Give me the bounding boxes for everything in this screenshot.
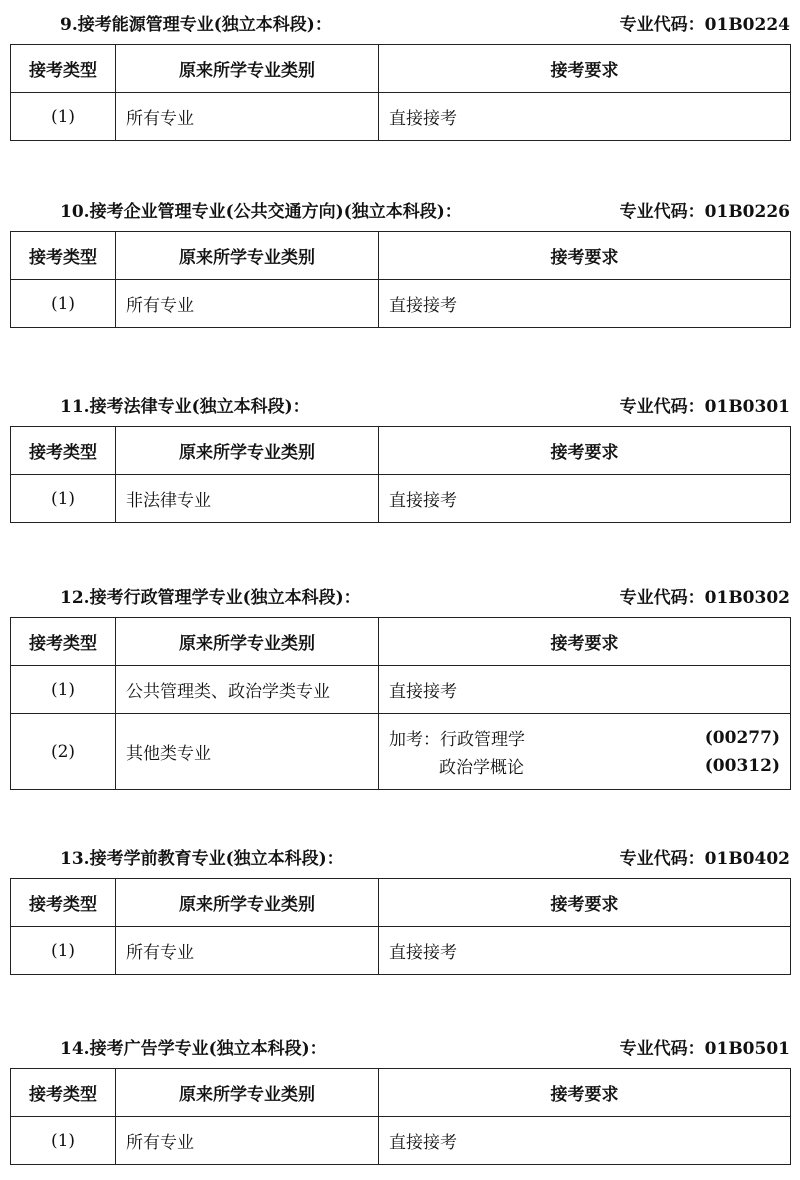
row-type: (1) <box>11 280 116 328</box>
header-type: 接考类型 <box>11 618 116 666</box>
header-type: 接考类型 <box>11 232 116 280</box>
table-header-row <box>11 45 791 93</box>
requirement-prefix: 加考： <box>389 730 440 750</box>
major-code: 专业代码：01B0402 <box>619 849 790 869</box>
table-row <box>11 666 791 714</box>
header-type: 接考类型 <box>11 427 116 475</box>
requirements-table <box>10 231 791 328</box>
row-category: 其他类专业 <box>116 714 379 790</box>
row-category: 公共管理类、政治学类专业 <box>116 666 379 714</box>
section-title: 12.接考行政管理学专业(独立本科段)： <box>60 588 361 608</box>
row-type: (1) <box>11 927 116 975</box>
table-row <box>11 714 791 790</box>
row-requirement <box>379 714 791 790</box>
row-category: 所有专业 <box>116 1117 379 1165</box>
row-requirement: 直接接考 <box>379 927 791 975</box>
course-code: (00312) <box>704 755 780 776</box>
row-requirement: 直接接考 <box>379 93 791 141</box>
extra-course <box>389 725 705 750</box>
major-code: 专业代码：01B0301 <box>619 397 790 417</box>
header-category: 原来所学专业类别 <box>116 232 379 280</box>
section-header <box>10 1024 790 1068</box>
section-enterprise-management <box>10 187 790 328</box>
requirements-table <box>10 617 791 790</box>
row-category: 非法律专业 <box>116 475 379 523</box>
header-requirement: 接考要求 <box>379 1069 791 1117</box>
header-requirement: 接考要求 <box>379 45 791 93</box>
row-type: (1) <box>11 666 116 714</box>
header-category: 原来所学专业类别 <box>116 1069 379 1117</box>
section-title: 9.接考能源管理专业(独立本科段)： <box>60 15 332 35</box>
course-name: 政治学概论 <box>439 758 524 778</box>
header-type: 接考类型 <box>11 45 116 93</box>
row-type: (1) <box>11 475 116 523</box>
row-requirement: 直接接考 <box>379 666 791 714</box>
row-requirement: 直接接考 <box>379 280 791 328</box>
table-header-row <box>11 1069 791 1117</box>
row-category: 所有专业 <box>116 927 379 975</box>
header-category: 原来所学专业类别 <box>116 45 379 93</box>
table-header-row <box>11 618 791 666</box>
table-header-row <box>11 232 791 280</box>
header-category: 原来所学专业类别 <box>116 879 379 927</box>
section-preschool-education <box>10 834 790 975</box>
section-header <box>10 834 790 878</box>
section-public-administration <box>10 573 790 790</box>
section-energy-management <box>10 0 790 141</box>
requirements-table <box>10 1068 791 1165</box>
requirements-table <box>10 878 791 975</box>
major-code: 专业代码：01B0501 <box>619 1039 790 1059</box>
header-requirement: 接考要求 <box>379 232 791 280</box>
header-requirement: 接考要求 <box>379 879 791 927</box>
course-name: 行政管理学 <box>440 730 525 750</box>
section-title: 13.接考学前教育专业(独立本科段)： <box>60 849 344 869</box>
section-title: 10.接考企业管理专业(公共交通方向)(独立本科段)： <box>60 202 462 222</box>
table-row <box>11 280 791 328</box>
row-type: (1) <box>11 1117 116 1165</box>
header-type: 接考类型 <box>11 1069 116 1117</box>
major-code: 专业代码：01B0224 <box>619 15 790 35</box>
header-category: 原来所学专业类别 <box>116 427 379 475</box>
row-requirement: 直接接考 <box>379 1117 791 1165</box>
extra-course-line <box>389 724 780 752</box>
major-code: 专业代码：01B0226 <box>619 202 790 222</box>
row-category: 所有专业 <box>116 280 379 328</box>
table-row <box>11 93 791 141</box>
extra-course-line <box>389 752 780 780</box>
row-requirement: 直接接考 <box>379 475 791 523</box>
requirements-table <box>10 44 791 141</box>
major-code: 专业代码：01B0302 <box>619 588 790 608</box>
row-category: 所有专业 <box>116 93 379 141</box>
row-type: (1) <box>11 93 116 141</box>
requirements-table <box>10 426 791 523</box>
row-type: (2) <box>11 714 116 790</box>
section-header <box>10 187 790 231</box>
section-title: 14.接考广告学专业(独立本科段)： <box>60 1039 327 1059</box>
header-type: 接考类型 <box>11 879 116 927</box>
section-advertising <box>10 1024 790 1165</box>
header-requirement: 接考要求 <box>379 618 791 666</box>
section-title: 11.接考法律专业(独立本科段)： <box>60 397 310 417</box>
header-category: 原来所学专业类别 <box>116 618 379 666</box>
table-row <box>11 475 791 523</box>
section-law <box>10 382 790 523</box>
course-code: (00277) <box>704 727 780 748</box>
section-header <box>10 0 790 44</box>
header-requirement: 接考要求 <box>379 427 791 475</box>
table-row <box>11 1117 791 1165</box>
table-header-row <box>11 427 791 475</box>
section-header <box>10 382 790 426</box>
table-row <box>11 927 791 975</box>
table-header-row <box>11 879 791 927</box>
section-header <box>10 573 790 617</box>
